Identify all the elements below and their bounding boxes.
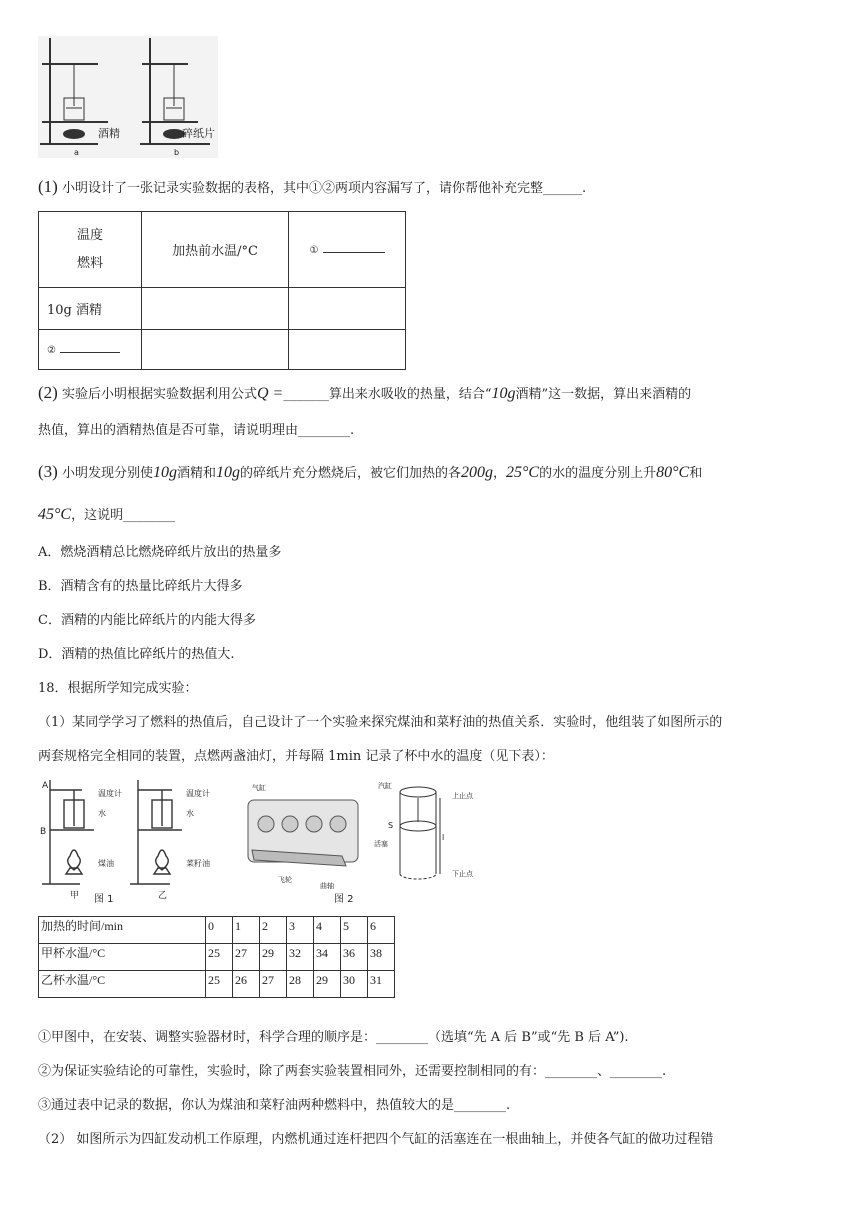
label-kerosene: 煤油 — [98, 859, 114, 868]
question-3-line-2 — [38, 506, 175, 525]
cell-alcohol-temp — [142, 288, 289, 330]
label-jia: 甲 — [70, 891, 80, 901]
question-2-text-c: 酒精”这一数据，算出来酒精的 — [515, 387, 692, 402]
cell: 36 — [341, 944, 368, 971]
temp-rise-1: 80°C — [656, 464, 690, 481]
question-2-text-b: _______算出来水吸收的热量，结合“ — [283, 387, 492, 402]
cell: 3 — [287, 917, 314, 944]
caption-fig-2: 图 2 — [334, 894, 354, 905]
header-initial-temp: 加热前水温/°C — [142, 212, 289, 288]
option-b[interactable]: B．酒精含有的热量比碎纸片大得多 — [38, 579, 243, 594]
cell: 31 — [368, 971, 395, 998]
label-water-2: 水 — [186, 809, 194, 818]
apparatus-figure-1-2 — [38, 776, 484, 906]
formula-q: Q = — [256, 385, 284, 402]
question-3-text-e: 的水的温度分别上升 — [539, 466, 657, 481]
cell: 29 — [314, 971, 341, 998]
cell: 25 — [206, 971, 233, 998]
label-flywheel: 飞轮 — [278, 876, 292, 884]
cell: 4 — [314, 917, 341, 944]
mass-paper: 10g — [216, 464, 240, 481]
label-valve: 汽缸 — [378, 782, 392, 790]
question-3-number: (3) — [38, 462, 58, 481]
option-c[interactable]: C．酒精的内能比碎纸片的内能大得多 — [38, 613, 256, 628]
label-alcohol: 酒精 — [98, 127, 120, 140]
cell: 25 — [206, 944, 233, 971]
label-thermometer-2: 温度计 — [186, 789, 210, 798]
question-3-text-c: 的碎纸片充分燃烧后，被它们加热的各 — [240, 466, 462, 481]
question-1-text: 小明设计了一张记录实验数据的表格，其中①②两项内容漏写了，请你帮他补充完整______. — [61, 181, 587, 196]
label-a: A — [42, 781, 49, 791]
subquestion-1: ①甲图中，在安装、调整实验器材时，科学合理的顺序是：________（选填“先 A 后 B”或“先 B 后 A”). — [38, 1030, 629, 1045]
record-table — [38, 211, 406, 370]
label-cylinder: 气缸 — [252, 784, 266, 792]
mass-water: 200g — [461, 464, 494, 481]
row-header-time: 加热的时间/min — [39, 917, 206, 944]
question-3-line-1 — [38, 463, 702, 483]
label-water-1: 水 — [98, 809, 106, 818]
temp-initial: 25°C — [506, 464, 540, 481]
label-rapeseed: 菜籽油 — [186, 859, 210, 868]
cell: 32 — [287, 944, 314, 971]
question-18-title: 18．根据所学知完成实验： — [38, 681, 198, 696]
label-crankshaft: 曲轴 — [320, 882, 334, 890]
blank-1-marker: ① — [309, 245, 319, 256]
caption-fig-1: 图 1 — [94, 894, 114, 905]
blank-2[interactable] — [60, 352, 120, 353]
label-paper: 碎纸片 — [182, 127, 215, 140]
question-2-line-2: 热值，算出的酒精热值是否可靠，请说明理由________. — [38, 423, 355, 438]
temperature-table — [38, 916, 395, 998]
label-b: B — [40, 827, 47, 837]
label-s: S — [388, 821, 394, 830]
option-d[interactable]: D．酒精的热值比碎纸片的热值大. — [38, 647, 235, 662]
label-piston: 活塞 — [374, 840, 388, 848]
cell: 30 — [341, 971, 368, 998]
cell: 29 — [260, 944, 287, 971]
question-1-number: (1) — [38, 177, 58, 196]
cell-2-temp — [142, 330, 289, 370]
label-l: l — [442, 833, 445, 842]
cell: 6 — [368, 917, 395, 944]
label-bottom-dead-center: 下止点 — [452, 870, 473, 878]
cell: 34 — [314, 944, 341, 971]
cell: 0 — [206, 917, 233, 944]
blank-1[interactable] — [323, 252, 385, 253]
question-2-text-a: 实验后小明根据实验数据利用公式 — [61, 387, 257, 402]
header-temperature: 温度 — [76, 227, 103, 243]
question-2-number: (2) — [38, 383, 58, 402]
header-fuel: 燃料 — [76, 255, 103, 271]
cell: 28 — [287, 971, 314, 998]
apparatus-figure-top — [38, 36, 218, 158]
table-row — [39, 971, 395, 998]
question-3-text-a: 小明发现分别使 — [61, 466, 153, 481]
question-2-line-1 — [38, 384, 691, 404]
table-row — [39, 917, 395, 944]
row-header-jia: 甲杯水温/°C — [39, 944, 206, 971]
question-18-part-2: （2） 如图所示为四缸发动机工作原理，内燃机通过连杆把四个气缸的活塞连在一根曲轴上，并使各气缸的做功过程错 — [38, 1132, 714, 1147]
blank-2-marker: ② — [47, 345, 56, 356]
cell: 1 — [233, 917, 260, 944]
question-18-para-1: （1）某同学学习了燃料的热值后，自己设计了一个实验来探究煤油和菜籽油的热值关系．实验时，他组装了如图所示的 — [38, 715, 723, 730]
question-3-text-g: ，这说明________ — [71, 508, 176, 523]
question-3-text-d: ， — [493, 466, 507, 481]
label-thermometer-1: 温度计 — [98, 789, 122, 798]
cell: 2 — [260, 917, 287, 944]
question-3-text-b: 酒精和 — [176, 466, 216, 481]
subquestion-3: ③通过表中记录的数据，你认为煤油和菜籽油两种燃料中，热值较大的是________. — [38, 1098, 511, 1113]
label-yi: 乙 — [158, 891, 168, 901]
cell: 5 — [341, 917, 368, 944]
row-header-yi: 乙杯水温/°C — [39, 971, 206, 998]
question-1 — [38, 178, 586, 198]
temp-rise-2: 45°C — [38, 506, 72, 523]
row-alcohol: 10g 酒精 — [39, 288, 142, 330]
caption-a: a — [74, 148, 79, 157]
question-3-text-f: 和 — [689, 466, 703, 481]
caption-b: b — [174, 148, 180, 157]
mass-alcohol: 10g — [152, 464, 177, 481]
table-row — [39, 944, 395, 971]
cell: 26 — [233, 971, 260, 998]
label-top-dead-center: 上止点 — [452, 792, 473, 800]
cell-alcohol-blank — [289, 288, 406, 330]
cell: 27 — [233, 944, 260, 971]
mass-10g: 10g — [491, 385, 516, 402]
question-18-para-2: 两套规格完全相同的装置，点燃两盏油灯，并每隔 1min 记录了杯中水的温度（见下表）： — [38, 749, 554, 764]
cell: 38 — [368, 944, 395, 971]
subquestion-2: ②为保证实验结论的可靠性，实验时，除了两套实验装置相同外，还需要控制相同的有：________、________. — [38, 1064, 667, 1079]
cell: 27 — [260, 971, 287, 998]
option-a[interactable]: A．燃烧酒精总比燃烧碎纸片放出的热量多 — [38, 545, 282, 560]
cell-2-blank — [289, 330, 406, 370]
